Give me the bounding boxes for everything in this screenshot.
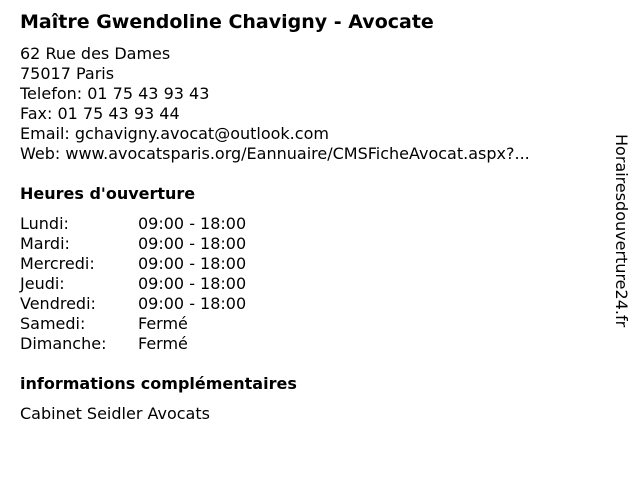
hours-time: 09:00 - 18:00: [138, 294, 247, 313]
website-url: Web: www.avocatsparis.org/Eannuaire/CMSFicheAvocat.aspx?...: [20, 144, 530, 163]
hours-row-mercredi: [20, 254, 246, 274]
hours-time: 09:00 - 18:00: [138, 234, 247, 253]
hours-row-mardi: [20, 234, 246, 254]
hours-time: Fermé: [138, 334, 188, 353]
hours-row-dimanche: [20, 334, 246, 354]
hours-row-samedi: [20, 314, 246, 334]
hours-day: Samedi:: [20, 314, 86, 333]
info-text: Cabinet Seidler Avocats: [20, 404, 210, 423]
hours-time: 09:00 - 18:00: [138, 214, 247, 233]
hours-time: Fermé: [138, 314, 188, 333]
hours-time: 09:00 - 18:00: [138, 274, 247, 293]
hours-row-lundi: [20, 214, 246, 234]
page-title: Maître Gwendoline Chavigny - Avocate: [20, 11, 434, 33]
email-address: Email: gchavigny.avocat@outlook.com: [20, 124, 329, 143]
hours-day: Dimanche:: [20, 334, 107, 353]
hours-day: Lundi:: [20, 214, 69, 233]
hours-row-vendredi: [20, 294, 246, 314]
contact-block: [20, 44, 530, 164]
city-address: 75017 Paris: [20, 64, 115, 83]
info-heading: informations complémentaires: [20, 374, 297, 393]
hours-day: Jeudi:: [20, 274, 65, 293]
hours-day: Vendredi:: [20, 294, 96, 313]
hours-time: 09:00 - 18:00: [138, 254, 247, 273]
phone-number: Telefon: 01 75 43 93 43: [20, 84, 210, 103]
hours-day: Mardi:: [20, 234, 70, 253]
hours-list: [20, 214, 246, 354]
street-address: 62 Rue des Dames: [20, 44, 171, 63]
fax-number: Fax: 01 75 43 93 44: [20, 104, 180, 123]
watermark: Horairesdouverture24.fr: [612, 134, 631, 328]
hours-row-jeudi: [20, 274, 246, 294]
hours-heading: Heures d'ouverture: [20, 184, 196, 203]
hours-day: Mercredi:: [20, 254, 95, 273]
